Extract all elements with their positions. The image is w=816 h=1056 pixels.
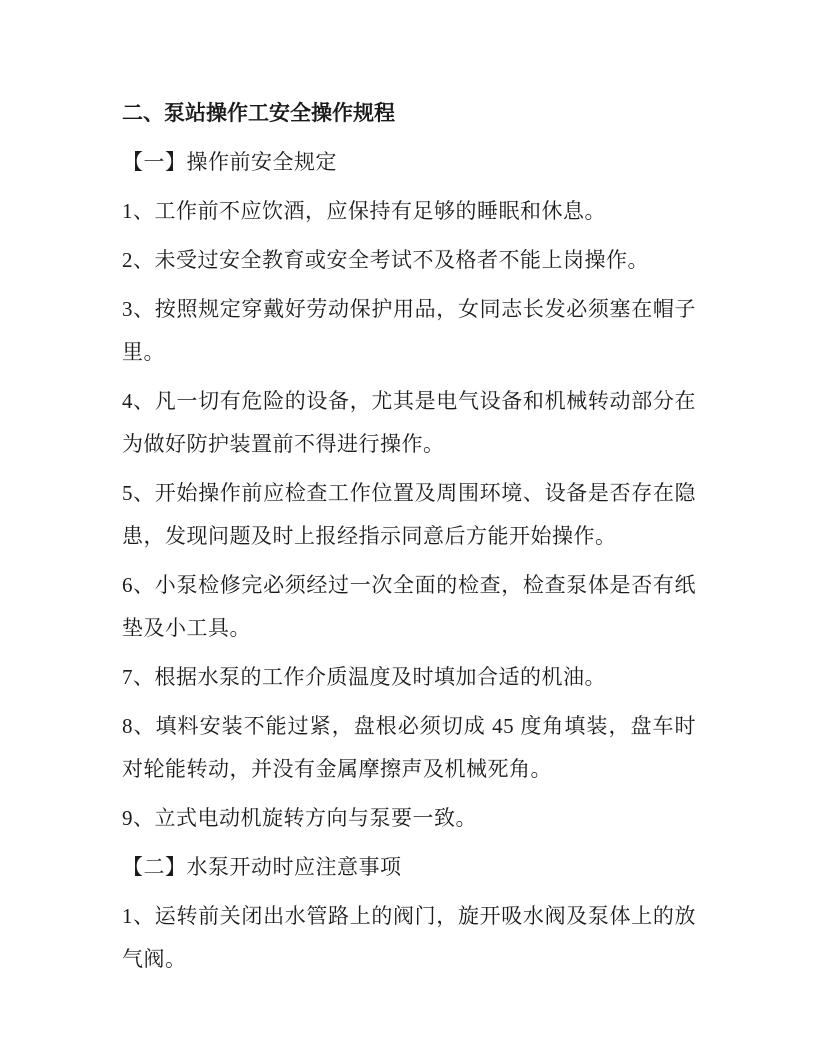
section-1-rule-4: 4、凡一切有危险的设备，尤其是电气设备和机械转动部分在为做好防护装置前不得进行操作。 (122, 389, 696, 456)
section-1-rule-5: 5、开始操作前应检查工作位置及周围环境、设备是否存在隐患，发现问题及时上报经指示同意后方能开始操作。 (122, 481, 696, 548)
section-1-heading: 【一】操作前安全规定 (122, 150, 337, 174)
section-1-rule-2: 2、未受过安全教育或安全考试不及格者不能上岗操作。 (122, 248, 649, 272)
section-1-rule-8: 8、填料安装不能过紧，盘根必须切成 45 度角填装，盘车时对轮能转动，并没有金属摩擦声及机械死角。 (122, 714, 696, 781)
section-2-heading: 【二】水泵开动时应注意事项 (122, 855, 402, 879)
section-1-rule-3: 3、按照规定穿戴好劳动保护用品，女同志长发必须塞在帽子里。 (122, 297, 696, 364)
section-1-rule-7: 7、根据水泵的工作介质温度及时填加合适的机油。 (122, 665, 606, 689)
section-1-rule-6: 6、小泵检修完必须经过一次全面的检查，检查泵体是否有纸垫及小工具。 (122, 573, 696, 640)
section-1-rule-1: 1、工作前不应饮酒，应保持有足够的睡眠和休息。 (122, 199, 606, 223)
section-2-rule-1: 1、运转前关闭出水管路上的阀门，旋开吸水阀及泵体上的放气阀。 (122, 904, 696, 971)
section-1-rule-9: 9、立式电动机旋转方向与泵要一致。 (122, 806, 477, 830)
document-title: 二、泵站操作工安全操作规程 (122, 101, 395, 125)
